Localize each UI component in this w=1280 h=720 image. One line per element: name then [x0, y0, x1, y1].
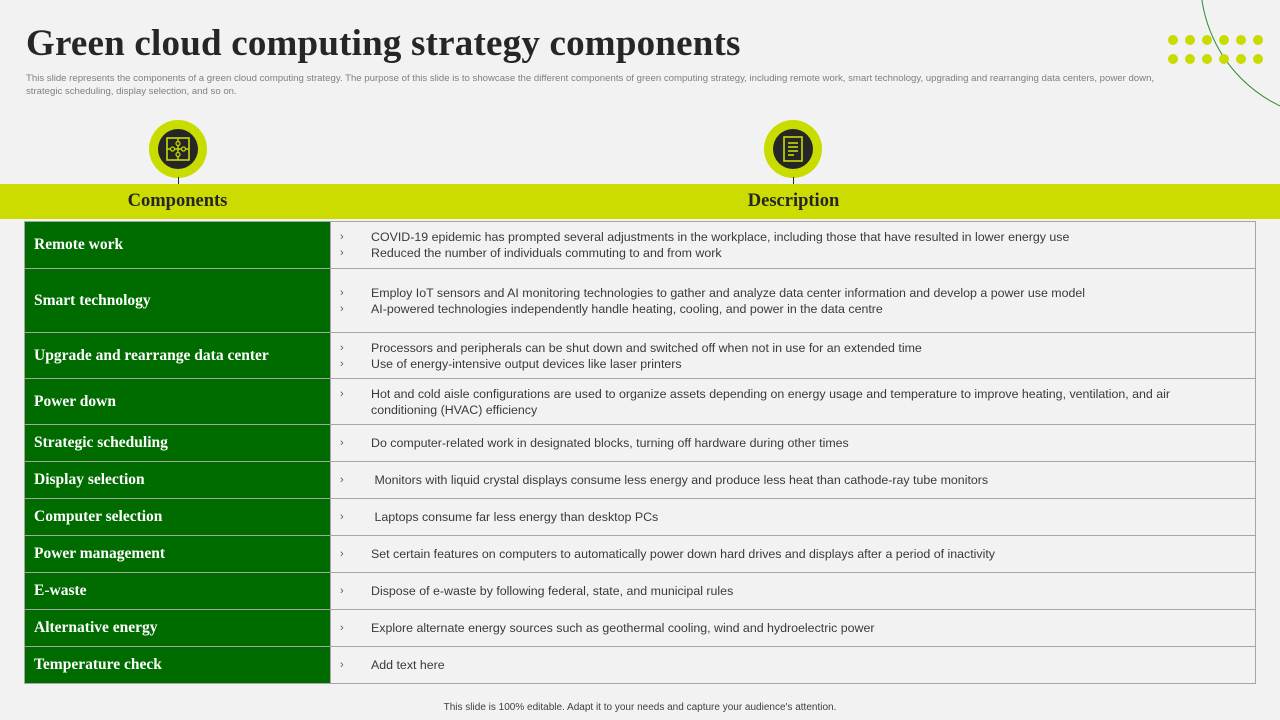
table-row	[25, 332, 1255, 378]
description-bullet	[339, 340, 1235, 356]
slide-title: Green cloud computing strategy components	[26, 23, 741, 64]
component-name: Smart technology	[25, 269, 331, 332]
bullet-text: Do computer-related work in designated blocks, turning off hardware during other times	[371, 436, 849, 450]
description-bullet	[339, 285, 1235, 301]
bullet-text: Dispose of e-waste by following federal, state, and municipal rules	[371, 584, 734, 598]
table-row	[25, 378, 1255, 424]
decorative-dots	[1168, 35, 1268, 65]
component-description	[331, 610, 1255, 646]
component-description	[331, 499, 1255, 535]
bullet-arrow-icon: ›	[340, 622, 344, 634]
component-name: Display selection	[25, 462, 331, 498]
description-bullet	[339, 245, 1235, 261]
bullet-arrow-icon: ›	[340, 302, 344, 315]
bullet-text: Explore alternate energy sources such as geothermal cooling, wind and hydroelectric power	[371, 621, 875, 635]
slide-subtitle: This slide represents the components of a green cloud computing strategy. The purpose of this slide is to showcase the different components of green computing strategy, including remote work, smart technology, upgrading and rearranging data centers, power down, strategic scheduling, display selection, and so on.	[26, 73, 1155, 97]
component-description	[331, 425, 1255, 461]
description-bullet	[339, 546, 1235, 562]
component-description	[331, 647, 1255, 683]
description-bullet	[339, 229, 1235, 245]
component-name: Computer selection	[25, 499, 331, 535]
bullet-text: Set certain features on computers to automatically power down hard drives and displays after a period of inactivity	[371, 547, 995, 561]
component-name: Power down	[25, 379, 331, 424]
component-name: Alternative energy	[25, 610, 331, 646]
description-bullet	[339, 472, 1235, 488]
bullet-text: COVID-19 epidemic has prompted several adjustments in the workplace, including those that have resulted in lower energy use	[371, 230, 1070, 244]
puzzle-icon	[149, 120, 207, 178]
header-components: Components	[127, 191, 228, 211]
table-row	[25, 572, 1255, 609]
description-bullet	[339, 583, 1235, 599]
table-row	[25, 424, 1255, 461]
bullet-text: Add text here	[371, 658, 445, 672]
component-description	[331, 536, 1255, 572]
component-name: Upgrade and rearrange data center	[25, 333, 331, 378]
description-bullet	[339, 386, 1235, 418]
bullet-text: Employ IoT sensors and AI monitoring technologies to gather and analyze data center information and develop a power use model	[371, 285, 1086, 300]
bullet-arrow-icon: ›	[340, 387, 344, 400]
component-name: Power management	[25, 536, 331, 572]
component-description	[331, 462, 1255, 498]
footer-note: This slide is 100% editable. Adapt it to your needs and capture your audience's attention.	[443, 702, 837, 713]
bullet-text: Monitors with liquid crystal displays consume less energy and produce less heat than cathode-ray tube monitors	[371, 473, 989, 487]
table-row	[25, 461, 1255, 498]
component-name: Strategic scheduling	[25, 425, 331, 461]
bullet-arrow-icon: ›	[340, 437, 344, 449]
description-bullet	[339, 301, 1235, 317]
bullet-text: Reduced the number of individuals commuting to and from work	[371, 246, 722, 260]
bullet-arrow-icon: ›	[340, 511, 344, 523]
component-description	[331, 269, 1255, 332]
table-header	[0, 184, 1280, 219]
component-description	[331, 379, 1255, 424]
bullet-arrow-icon: ›	[340, 231, 344, 243]
bullet-text: Hot and cold aisle configurations are used to organize assets depending on energy usage and temperature to improve heating, ventilation, and air conditioning (HVAC) efficiency	[371, 386, 1174, 417]
table-row	[25, 646, 1255, 683]
component-name: Temperature check	[25, 647, 331, 683]
bullet-arrow-icon: ›	[340, 286, 344, 299]
header-description: Description	[747, 191, 840, 211]
table-row	[25, 498, 1255, 535]
bullet-text: AI-powered technologies independently handle heating, cooling, and power in the data centre	[371, 301, 883, 316]
component-description	[331, 333, 1255, 378]
component-description	[331, 222, 1255, 268]
component-name: Remote work	[25, 222, 331, 268]
components-table	[24, 221, 1256, 684]
bullet-arrow-icon: ›	[340, 341, 344, 354]
bullet-arrow-icon: ›	[340, 357, 344, 370]
component-name: E-waste	[25, 573, 331, 609]
description-bullet	[339, 657, 1235, 673]
table-row	[25, 609, 1255, 646]
component-description	[331, 573, 1255, 609]
document-icon	[764, 120, 822, 178]
bullet-text: Use of energy-intensive output devices like laser printers	[371, 356, 682, 371]
description-bullet	[339, 620, 1235, 636]
bullet-arrow-icon: ›	[340, 548, 344, 560]
bullet-text: Laptops consume far less energy than desktop PCs	[371, 510, 659, 524]
bullet-arrow-icon: ›	[340, 247, 344, 259]
bullet-arrow-icon: ›	[340, 585, 344, 597]
table-row	[25, 268, 1255, 332]
bullet-arrow-icon: ›	[340, 474, 344, 486]
description-bullet	[339, 356, 1235, 372]
description-bullet	[339, 509, 1235, 525]
bullet-arrow-icon: ›	[340, 659, 344, 671]
description-bullet	[339, 435, 1235, 451]
table-row	[25, 222, 1255, 268]
table-row	[25, 535, 1255, 572]
bullet-text: Processors and peripherals can be shut down and switched off when not in use for an extended time	[371, 340, 922, 355]
